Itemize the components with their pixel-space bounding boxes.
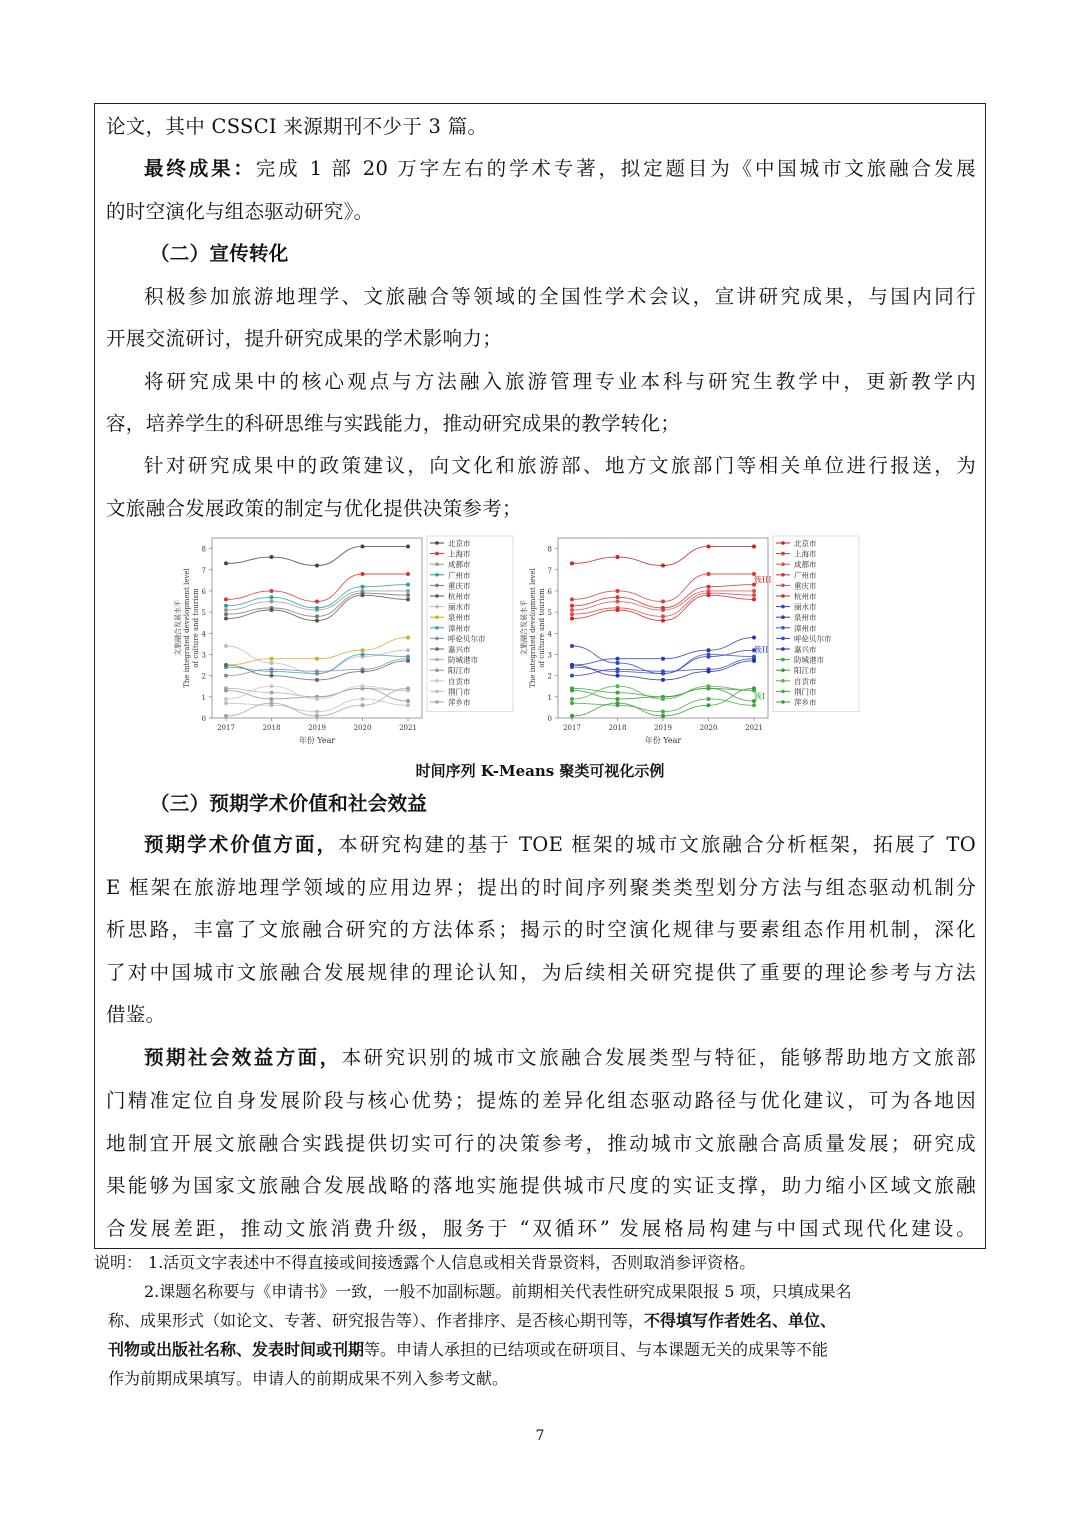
data-point: [406, 648, 410, 652]
data-point: [707, 697, 711, 701]
data-point: [661, 564, 665, 568]
data-point: [707, 652, 711, 656]
legend-label: 荆门市: [448, 687, 471, 697]
x-tick-label: 2018: [608, 724, 627, 732]
data-point: [270, 661, 274, 665]
body-line: 开展交流研讨，提升研究成果的学术影响力；: [106, 327, 503, 350]
data-point: [616, 595, 620, 599]
data-point: [707, 593, 711, 597]
legend-marker: [435, 605, 439, 609]
data-point: [406, 544, 410, 548]
note-1: 1.活页文字表述中不得直接或间接透露个人信息或相关背景资料，否则取消参评资格。: [148, 1253, 756, 1272]
y-tick-label: 5: [547, 609, 552, 618]
legend-marker: [781, 594, 785, 598]
data-point: [270, 600, 274, 604]
chart-left-svg: [170, 528, 520, 758]
legend-label: 萍乡市: [448, 698, 471, 707]
data-point: [224, 714, 228, 718]
data-point: [224, 697, 228, 701]
data-point: [616, 697, 620, 701]
data-point: [570, 608, 574, 612]
data-point: [224, 688, 228, 692]
data-point: [616, 657, 620, 661]
data-point: [315, 697, 319, 701]
data-point: [315, 619, 319, 623]
x-tick-label: 2020: [699, 724, 718, 732]
legend-label: 丽水市: [448, 602, 471, 612]
data-point: [361, 669, 365, 673]
data-point: [224, 674, 228, 678]
data-point: [570, 714, 574, 718]
y-axis-label-cn: 文旅融合发展水平: [174, 600, 182, 656]
legend-label: 重庆市: [794, 581, 817, 591]
page-number: 7: [535, 1428, 545, 1444]
social-value-text: 本研究识别的城市文旅融合发展类型与特征，能够帮助地方文旅部: [341, 1046, 976, 1069]
series-line: [572, 638, 754, 666]
data-point: [752, 593, 756, 597]
data-point: [570, 644, 574, 648]
y-tick-label: 7: [547, 566, 552, 575]
data-point: [270, 697, 274, 701]
data-point: [361, 585, 365, 589]
body-line: 的时空演化与组态驱动研究》。: [106, 200, 374, 223]
series-line: [226, 638, 408, 666]
data-point: [315, 678, 319, 682]
data-point: [707, 703, 711, 707]
x-tick-label: 2017: [563, 724, 581, 732]
data-point: [616, 661, 620, 665]
legend-marker: [781, 658, 785, 662]
data-point: [270, 674, 274, 678]
data-point: [224, 701, 228, 705]
data-point: [661, 614, 665, 618]
y-tick-label: 2: [201, 672, 206, 681]
body-line: 容，培养学生的科研思维与实践能力，推动研究成果的教学转化；: [106, 412, 681, 435]
data-point: [570, 663, 574, 667]
data-point: [570, 597, 574, 601]
cluster-label: 簇III: [754, 575, 772, 585]
data-point: [406, 593, 410, 597]
academic-value-label: 预期学术价值方面，: [144, 833, 339, 856]
legend-marker: [435, 552, 439, 556]
data-point: [224, 663, 228, 667]
academic-value-text: 本研究构建的基于 TOE 框架的城市文旅融合分析框架，拓展了 TO: [338, 833, 976, 856]
y-tick-label: 1: [201, 693, 206, 702]
data-point: [224, 616, 228, 620]
legend-label: 自贡市: [794, 676, 817, 686]
legend-marker: [781, 562, 785, 566]
legend-marker: [435, 679, 439, 683]
y-tick-label: 5: [201, 609, 206, 618]
legend-label: 自贡市: [448, 676, 471, 686]
legend-label: 成都市: [794, 560, 817, 570]
data-point: [661, 600, 665, 604]
academic-value-line: [144, 833, 976, 857]
section-heading-promotion: （二）宣传转化: [150, 242, 289, 265]
body-line: 地制宜开展文旅融合实践提供切实可行的决策参考，推动城市文旅融合高质量发展；研究成: [106, 1132, 976, 1155]
body-line: 将研究成果中的核心观点与方法融入旅游管理专业本科与研究生教学中，更新教学内: [144, 370, 976, 393]
legend-label: 北京市: [448, 539, 471, 548]
note-2: 2.课题名称要与《申请书》一致，一般不加副标题。前期相关代表性研究成果限报 5 项，只填成果名: [144, 1282, 852, 1301]
x-tick-label: 2019: [654, 724, 672, 732]
legend-marker: [435, 594, 439, 598]
data-point: [707, 684, 711, 688]
data-point: [270, 667, 274, 671]
data-point: [616, 701, 620, 705]
body-line: 文旅融合发展政策的制定与优化提供决策参考；: [106, 497, 522, 520]
data-point: [315, 564, 319, 568]
chart-left: [170, 528, 520, 758]
data-point: [570, 561, 574, 565]
data-point: [661, 710, 665, 714]
legend-marker: [781, 615, 785, 619]
y-tick-label: 7: [201, 566, 206, 575]
data-point: [406, 589, 410, 593]
y-tick-label: 6: [547, 587, 552, 596]
data-point: [707, 585, 711, 589]
y-tick-label: 6: [201, 587, 206, 596]
legend-marker: [781, 637, 785, 641]
legend-label: 阳江市: [448, 666, 471, 676]
social-value-label: 预期社会效益方面，: [144, 1046, 342, 1069]
body-line: 针对研究成果中的政策建议，向文化和旅游部、地方文旅部门等相关单位进行报送，为: [144, 454, 976, 477]
data-point: [270, 595, 274, 599]
data-point: [707, 572, 711, 576]
data-point: [315, 614, 319, 618]
body-line: 借鉴。: [106, 1003, 166, 1026]
data-point: [752, 597, 756, 601]
y-axis-label-en: of culture and tourism: [192, 588, 200, 668]
x-tick-label: 2019: [308, 724, 326, 732]
legend-label: 广州市: [794, 570, 817, 580]
data-point: [661, 606, 665, 610]
legend-label: 重庆市: [448, 581, 471, 591]
legend-marker: [435, 584, 439, 588]
legend-label: 漳州市: [448, 623, 471, 633]
data-point: [661, 678, 665, 682]
data-point: [616, 684, 620, 688]
legend-label: 上海市: [794, 549, 817, 559]
data-point: [570, 701, 574, 705]
data-point: [661, 714, 665, 718]
data-point: [361, 648, 365, 652]
figure-caption: 时间序列 K-Means 聚类可视化示例: [415, 762, 665, 780]
data-point: [616, 674, 620, 678]
data-point: [406, 703, 410, 707]
data-point: [406, 686, 410, 690]
legend-label: 上海市: [448, 549, 471, 559]
data-point: [361, 703, 365, 707]
x-axis-label: 年份 Year: [644, 736, 682, 745]
legend-marker: [781, 541, 785, 545]
data-point: [752, 544, 756, 548]
legend-label: 丽水市: [794, 602, 817, 612]
x-tick-label: 2021: [745, 724, 763, 732]
data-point: [270, 701, 274, 705]
legend-marker: [781, 552, 785, 556]
data-point: [406, 659, 410, 663]
legend-label: 萍乡市: [794, 698, 817, 707]
y-tick-label: 3: [201, 651, 206, 660]
series-line: [572, 574, 754, 602]
y-tick-label: 8: [547, 545, 552, 554]
legend-marker: [435, 647, 439, 651]
x-tick-label: 2020: [353, 724, 372, 732]
legend-label: 阳江市: [794, 666, 817, 676]
data-point: [616, 608, 620, 612]
notes-label: 说明：: [94, 1253, 143, 1272]
x-tick-label: 2017: [217, 724, 235, 732]
legend-label: 广州市: [448, 570, 471, 580]
legend-marker: [435, 668, 439, 672]
body-line: 合发展差距，推动文旅消费升级，服务于 “双循环” 发展格局构建与中国式现代化建设。: [106, 1217, 976, 1240]
legend-marker: [435, 690, 439, 694]
data-point: [570, 604, 574, 608]
y-tick-label: 4: [547, 630, 552, 639]
data-point: [752, 589, 756, 593]
chart-right: [516, 528, 866, 758]
data-point: [661, 657, 665, 661]
note-2-cont: [108, 1310, 836, 1332]
data-point: [315, 710, 319, 714]
y-axis-label-en: The integrated development level: [529, 568, 537, 688]
data-point: [361, 572, 365, 576]
data-point: [707, 669, 711, 673]
data-point: [315, 669, 319, 673]
social-value-line: [144, 1046, 976, 1070]
legend-label: 成都市: [448, 560, 471, 570]
legend-marker: [781, 679, 785, 683]
data-point: [616, 555, 620, 559]
legend-label: 杭州市: [448, 592, 471, 601]
note-3-emphasis: 刊物或出版社名称、发表时间或刊期: [108, 1340, 365, 1359]
data-point: [315, 600, 319, 604]
legend-label: 泉州市: [448, 613, 471, 623]
legend-marker: [435, 541, 439, 545]
data-point: [224, 561, 228, 565]
legend-label: 漳州市: [794, 623, 817, 633]
data-point: [361, 593, 365, 597]
data-point: [224, 597, 228, 601]
final-result-text: 完成 1 部 20 万字左右的学术专著，拟定题目为《中国城市文旅融合发展: [255, 157, 976, 180]
data-point: [406, 597, 410, 601]
data-point: [707, 544, 711, 548]
legend-marker: [435, 700, 439, 704]
data-point: [270, 684, 274, 688]
data-point: [570, 674, 574, 678]
cluster-label: 簇II: [754, 645, 769, 655]
body-line: 论文，其中 CSSCI 来源期刊不少于 3 篇。: [106, 115, 488, 138]
section-heading-value: （三）预期学术价值和社会效益: [150, 792, 428, 815]
legend-label: 泉州市: [794, 613, 817, 623]
body-line: 析思路，丰富了文旅融合研究的方法体系；揭示的时空演化规律与要素组态作用机制，深化: [106, 918, 976, 941]
data-point: [224, 604, 228, 608]
legend-marker: [781, 626, 785, 630]
data-point: [661, 697, 665, 701]
cluster-label: 簇I: [754, 691, 766, 701]
data-point: [406, 572, 410, 576]
data-point: [616, 600, 620, 604]
legend-label: 防城港市: [794, 655, 824, 665]
data-point: [315, 606, 319, 610]
data-point: [616, 589, 620, 593]
y-tick-label: 3: [547, 651, 552, 660]
legend-label: 嘉兴市: [448, 645, 471, 654]
legend-label: 嘉兴市: [794, 645, 817, 654]
legend-label: 北京市: [794, 539, 817, 548]
legend-marker: [781, 573, 785, 577]
body-line: 门精准定位自身发展阶段与核心优势；提炼的差异化组态驱动路径与优化建议，可为各地因: [106, 1089, 976, 1112]
data-point: [224, 612, 228, 616]
y-axis-label-cn: 文旅融合发展水平: [520, 600, 528, 656]
x-tick-label: 2018: [262, 724, 281, 732]
legend-marker: [435, 573, 439, 577]
legend-marker: [435, 615, 439, 619]
data-point: [752, 659, 756, 663]
data-point: [616, 667, 620, 671]
final-result-label: 最终成果：: [144, 157, 256, 180]
data-point: [361, 652, 365, 656]
body-line: 积极参加旅游地理学、文旅融合等领域的全国性学术会议，宣讲研究成果，与国内同行: [144, 285, 976, 308]
data-point: [270, 691, 274, 695]
data-point: [361, 697, 365, 701]
data-point: [361, 544, 365, 548]
note-2-text: 称、成果形式（如论文、专著、研究报告等）、作者排序、是否核心期刊等，: [108, 1311, 645, 1330]
legend-label: 荆门市: [794, 687, 817, 697]
data-point: [406, 699, 410, 703]
series-line: [572, 546, 754, 565]
data-point: [315, 714, 319, 718]
legend-marker: [781, 700, 785, 704]
note-3-text: 等。申请人承担的已结项或在研项目、与本课题无关的成果等不能: [364, 1340, 829, 1359]
chart-right-svg: [516, 528, 866, 758]
body-line: E 框架在旅游地理学领域的应用边界；提出的时间序列聚类类型划分方法与组态驱动机制分: [106, 876, 976, 899]
legend-label: 防城港市: [448, 655, 478, 665]
data-point: [661, 669, 665, 673]
y-tick-label: 4: [201, 630, 206, 639]
legend-marker: [435, 626, 439, 630]
legend-label: 杭州市: [794, 592, 817, 601]
data-point: [270, 555, 274, 559]
y-tick-label: 8: [201, 545, 206, 554]
x-axis-label: 年份 Year: [298, 736, 336, 745]
data-point: [570, 612, 574, 616]
data-point: [707, 648, 711, 652]
data-point: [616, 691, 620, 695]
legend-marker: [781, 690, 785, 694]
body-line: 了对中国城市文旅融合发展规律的理论认知，为后续相关研究提供了重要的理论参考与方法: [106, 961, 976, 984]
data-point: [752, 636, 756, 640]
legend-marker: [435, 658, 439, 662]
note-2-emphasis: 不得填写作者姓名、单位、: [644, 1311, 837, 1330]
data-point: [661, 619, 665, 623]
y-tick-label: 2: [547, 672, 552, 681]
y-tick-label: 0: [547, 715, 552, 723]
y-tick-label: 0: [201, 715, 206, 723]
data-point: [224, 644, 228, 648]
final-result-line: [144, 157, 976, 181]
series-line: [226, 574, 408, 602]
legend-marker: [435, 637, 439, 641]
data-point: [752, 703, 756, 707]
data-point: [752, 686, 756, 690]
legend-label: 呼伦贝尔市: [794, 634, 832, 644]
legend-label: 呼伦贝尔市: [448, 634, 486, 644]
legend-marker: [435, 562, 439, 566]
series-line: [226, 546, 408, 565]
note-4: 作为前期成果填写。申请人的前期成果不列入参考文献。: [108, 1369, 509, 1388]
data-point: [224, 608, 228, 612]
legend-marker: [781, 584, 785, 588]
legend-marker: [781, 647, 785, 651]
data-point: [570, 688, 574, 692]
data-point: [270, 657, 274, 661]
body-line: 果能够为国家文旅融合发展战略的落地实施提供城市尺度的实证支撑，助力缩小区域文旅融: [106, 1174, 976, 1197]
y-axis-label-en: The integrated development level: [183, 568, 191, 688]
data-point: [406, 636, 410, 640]
data-point: [361, 684, 365, 688]
note-3: [108, 1339, 828, 1361]
x-tick-label: 2021: [399, 724, 417, 732]
data-point: [315, 657, 319, 661]
data-point: [570, 616, 574, 620]
data-point: [270, 589, 274, 593]
y-axis-label-en: of culture and tourism: [538, 588, 546, 668]
legend-marker: [781, 605, 785, 609]
legend-marker: [781, 668, 785, 672]
data-point: [406, 583, 410, 587]
data-point: [270, 608, 274, 612]
data-point: [570, 697, 574, 701]
y-tick-label: 1: [547, 693, 552, 702]
